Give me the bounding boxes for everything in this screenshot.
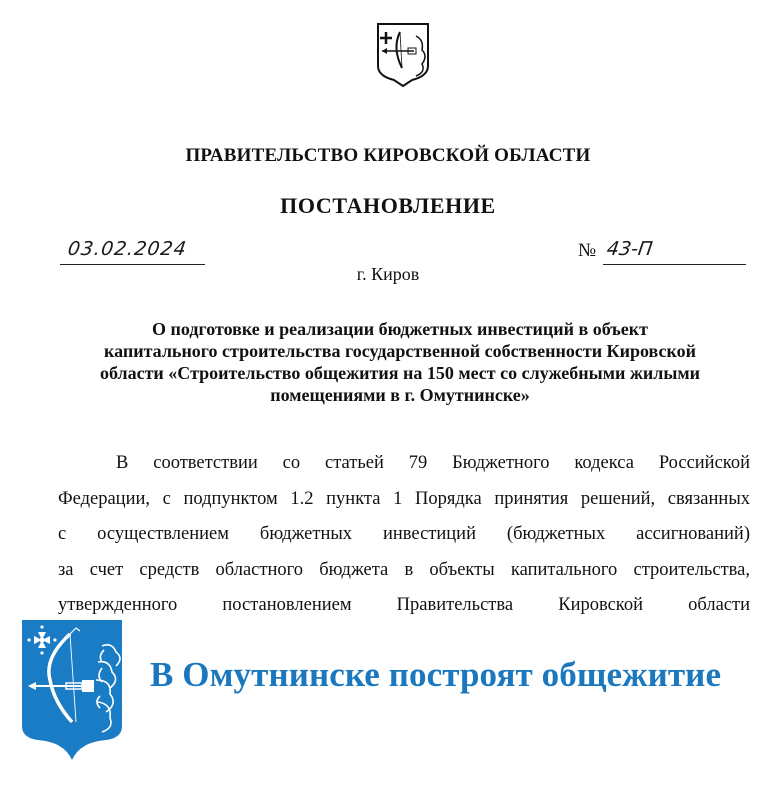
number-value: 43-П bbox=[605, 238, 654, 260]
subject-line: О подготовке и реализации бюджетных инвестиций в объект bbox=[152, 319, 648, 339]
document-body bbox=[58, 446, 750, 624]
number-label: № bbox=[578, 240, 597, 261]
subject-line: капитального строительства государственной собственности Кировской bbox=[104, 341, 696, 361]
body-line: утвержденного постановлением Правительства Кировской области bbox=[58, 595, 750, 615]
document-date bbox=[60, 238, 205, 265]
subject-line: области «Строительство общежития на 150 мест со служебными жилыми bbox=[99, 363, 701, 383]
subject-line: помещениями в г. Омутнинске» bbox=[270, 385, 530, 405]
document-number bbox=[603, 238, 746, 265]
body-line: с осуществлением бюджетных инвестиций (бюджетных ассигнований) bbox=[58, 524, 750, 544]
document-type: ПОСТАНОВЛЕНИЕ bbox=[280, 193, 496, 218]
date-value: 03.02.2024 bbox=[66, 238, 189, 260]
kirov-blue-shield-icon bbox=[20, 618, 124, 761]
body-line: В соответствии со статьей 79 Бюджетного кодекса Российской bbox=[116, 453, 750, 473]
city: г. Киров bbox=[356, 264, 420, 284]
body-line: Федерации, с подпунктом 1.2 пункта 1 Порядка принятия решений, связанных bbox=[58, 488, 750, 509]
body-line: за счет средств областного бюджета в объекты капитального строительства, bbox=[58, 559, 750, 580]
government-title: ПРАВИТЕЛЬСТВО КИРОВСКОЙ ОБЛАСТИ bbox=[185, 145, 591, 166]
document-subject bbox=[60, 318, 740, 406]
coat-of-arms-icon bbox=[372, 18, 434, 88]
news-headline: В Омутнинске построят общежитие bbox=[150, 655, 722, 694]
